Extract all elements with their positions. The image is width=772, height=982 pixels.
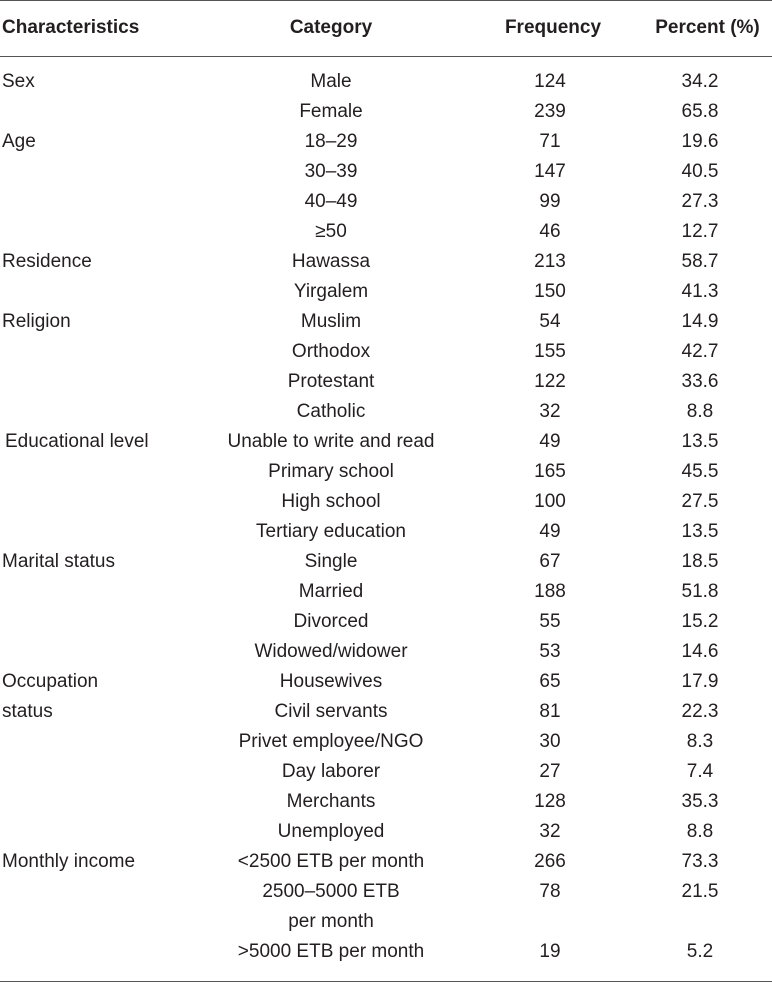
percent-cell: 22.3 — [681, 701, 719, 722]
table-row — [0, 400, 772, 430]
category-cell: Married — [298, 581, 364, 602]
percent-cell: 27.3 — [681, 191, 719, 212]
frequency-cell: 147 — [534, 161, 566, 182]
percent-cell: 8.8 — [686, 821, 714, 842]
category-cell: Orthodox — [291, 341, 371, 362]
percent-cell: 65.8 — [681, 101, 719, 122]
category-cell: Merchants — [286, 791, 376, 812]
table-row — [0, 370, 772, 400]
table-row — [0, 700, 772, 730]
table-row — [0, 220, 772, 250]
table-row — [0, 790, 772, 820]
frequency-cell: 81 — [539, 701, 561, 722]
frequency-cell: 30 — [539, 731, 561, 752]
category-cell: Day laborer — [281, 761, 381, 782]
frequency-cell: 19 — [539, 941, 561, 962]
category-cell: Female — [299, 101, 363, 122]
category-cell: Protestant — [287, 371, 375, 392]
table-row — [0, 460, 772, 490]
frequency-cell: 165 — [534, 461, 566, 482]
characteristic-cell: Marital status — [2, 551, 115, 572]
category-cell: Tertiary education — [256, 521, 406, 542]
table-row — [0, 160, 772, 190]
category-cell: Yirgalem — [293, 281, 369, 302]
category-cell: Hawassa — [291, 251, 371, 272]
table-row — [0, 250, 772, 280]
table-row — [0, 520, 772, 550]
table-row — [0, 130, 772, 160]
category-cell: Catholic — [296, 401, 366, 422]
table-row — [0, 490, 772, 520]
frequency-cell: 27 — [539, 761, 561, 782]
table-row — [0, 880, 772, 910]
table-row — [0, 70, 772, 100]
category-cell: 2500–5000 ETB — [262, 881, 400, 902]
frequency-cell: 46 — [539, 221, 561, 242]
percent-cell: 73.3 — [681, 851, 719, 872]
characteristic-cell: Occupation — [2, 671, 99, 692]
header-frequency: Frequency — [504, 17, 602, 38]
percent-cell: 14.6 — [681, 641, 719, 662]
table-row — [0, 610, 772, 640]
frequency-cell: 55 — [539, 611, 561, 632]
frequency-cell: 213 — [534, 251, 566, 272]
table-row — [0, 730, 772, 760]
category-cell: Muslim — [300, 311, 362, 332]
percent-cell: 18.5 — [681, 551, 719, 572]
frequency-cell: 32 — [539, 821, 561, 842]
percent-cell: 40.5 — [681, 161, 719, 182]
table-row — [0, 430, 772, 460]
percent-cell: 15.2 — [681, 611, 719, 632]
characteristic-cell: Monthly income — [2, 851, 136, 872]
table-row — [0, 580, 772, 610]
frequency-cell: 100 — [534, 491, 566, 512]
frequency-cell: 124 — [534, 71, 566, 92]
table-top-rule — [0, 0, 772, 1]
table-row — [0, 940, 772, 970]
percent-cell: 45.5 — [681, 461, 719, 482]
category-cell: 40–49 — [304, 191, 358, 212]
frequency-cell: 239 — [534, 101, 566, 122]
category-cell: Divorced — [293, 611, 369, 632]
frequency-cell: 78 — [539, 881, 561, 902]
frequency-cell: 266 — [534, 851, 566, 872]
table-row — [0, 820, 772, 850]
frequency-cell: 122 — [534, 371, 566, 392]
category-cell: Civil servants — [274, 701, 388, 722]
percent-cell: 12.7 — [681, 221, 719, 242]
header-characteristics: Characteristics — [2, 17, 140, 38]
percent-cell: 33.6 — [681, 371, 719, 392]
table-row — [0, 640, 772, 670]
category-cell: High school — [281, 491, 381, 512]
table-row — [0, 550, 772, 580]
header-percent: Percent (%) — [655, 17, 760, 38]
frequency-cell: 53 — [539, 641, 561, 662]
table-row — [0, 670, 772, 700]
percent-cell: 41.3 — [681, 281, 719, 302]
percent-cell: 5.2 — [686, 941, 714, 962]
table-row — [0, 910, 772, 940]
table-row — [0, 190, 772, 220]
header-category: Category — [289, 17, 373, 38]
percent-cell: 42.7 — [681, 341, 719, 362]
percent-cell: 35.3 — [681, 791, 719, 812]
category-cell: Unable to write and read — [227, 431, 435, 452]
table-row — [0, 760, 772, 790]
percent-cell: 58.7 — [681, 251, 719, 272]
table-row — [0, 310, 772, 340]
category-cell: >5000 ETB per month — [237, 941, 425, 962]
characteristic-cell: Religion — [2, 311, 71, 332]
frequency-cell: 71 — [539, 131, 561, 152]
category-cell: Privet employee/NGO — [238, 731, 424, 752]
frequency-cell: 49 — [539, 431, 561, 452]
table-row — [0, 340, 772, 370]
percent-cell: 13.5 — [681, 521, 719, 542]
table-row — [0, 280, 772, 310]
category-cell: Housewives — [279, 671, 383, 692]
frequency-cell: 99 — [539, 191, 561, 212]
table-row — [0, 100, 772, 130]
category-cell: Male — [310, 71, 352, 92]
category-cell: <2500 ETB per month — [237, 851, 425, 872]
category-cell: Single — [304, 551, 358, 572]
percent-cell: 21.5 — [681, 881, 719, 902]
category-cell: per month — [288, 911, 374, 932]
frequency-cell: 49 — [539, 521, 561, 542]
frequency-cell: 67 — [539, 551, 561, 572]
percent-cell: 19.6 — [681, 131, 719, 152]
percent-cell: 34.2 — [681, 71, 719, 92]
category-cell: Widowed/widower — [254, 641, 408, 662]
frequency-cell: 155 — [534, 341, 566, 362]
frequency-cell: 65 — [539, 671, 561, 692]
frequency-cell: 188 — [534, 581, 566, 602]
frequency-cell: 54 — [539, 311, 561, 332]
frequency-cell: 128 — [534, 791, 566, 812]
percent-cell: 13.5 — [681, 431, 719, 452]
percent-cell: 14.9 — [681, 311, 719, 332]
percent-cell: 8.3 — [686, 731, 714, 752]
frequency-cell: 150 — [534, 281, 566, 302]
characteristic-cell: Residence — [2, 251, 92, 272]
category-cell: ≥50 — [315, 221, 347, 242]
category-cell: 30–39 — [304, 161, 358, 182]
percent-cell: 7.4 — [686, 761, 714, 782]
table-header-rule — [0, 56, 772, 57]
characteristic-cell: Age — [2, 131, 36, 152]
percent-cell: 51.8 — [681, 581, 719, 602]
percent-cell: 8.8 — [686, 401, 714, 422]
characteristic-cell: status — [2, 701, 53, 722]
frequency-cell: 32 — [539, 401, 561, 422]
percent-cell: 17.9 — [681, 671, 719, 692]
category-cell: Unemployed — [277, 821, 385, 842]
characteristic-cell: Sex — [2, 71, 35, 92]
percent-cell: 27.5 — [681, 491, 719, 512]
table-row — [0, 850, 772, 880]
category-cell: 18–29 — [304, 131, 358, 152]
characteristic-cell: Educational level — [5, 431, 149, 452]
category-cell: Primary school — [268, 461, 394, 482]
